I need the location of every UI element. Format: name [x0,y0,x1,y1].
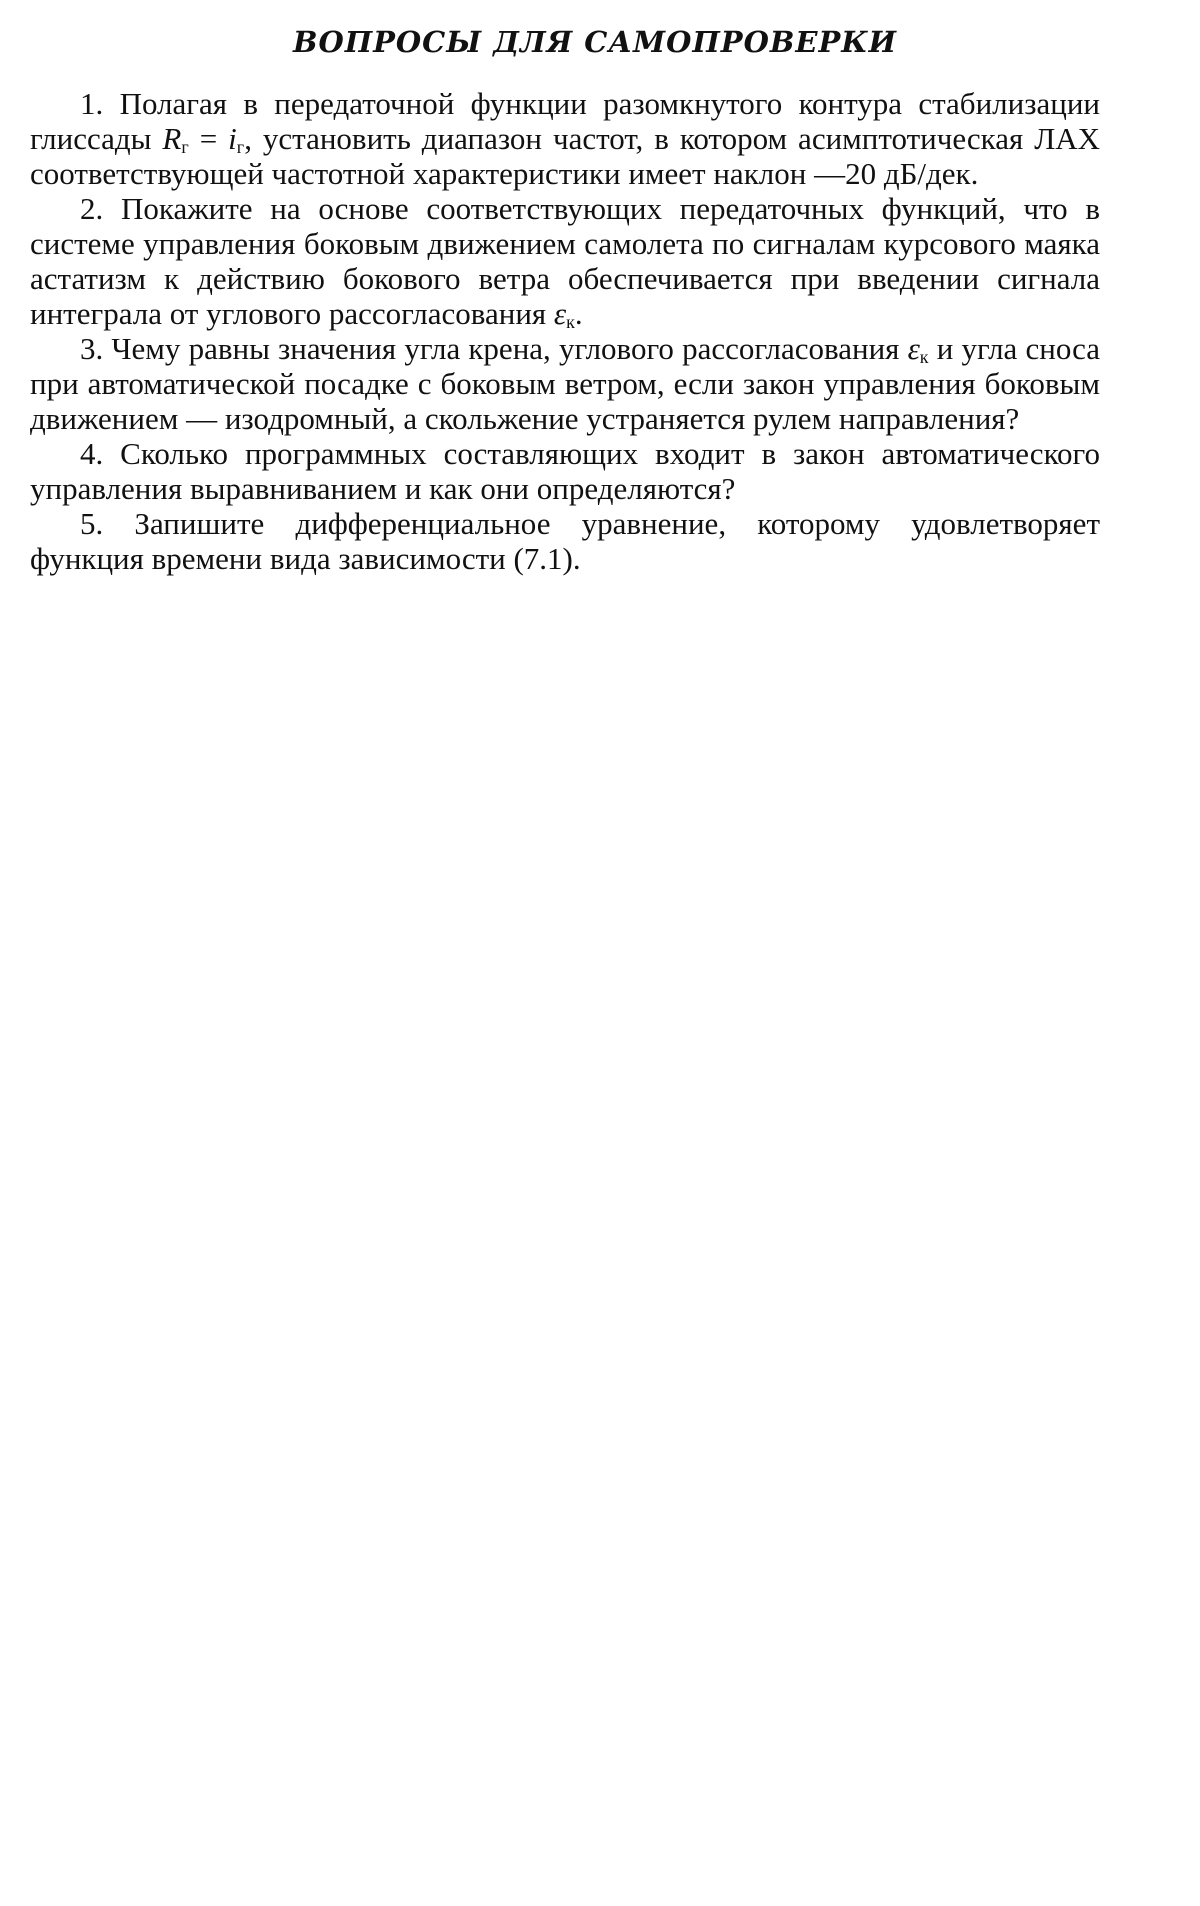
page-title: ВОПРОСЫ ДЛЯ САМОПРОВЕРКИ [292,25,898,59]
subscript-k: к [919,347,929,367]
question-2-text-a: 2. Покажите на основе соответствующих передаточных функций, что в системе управления боковым движением самолета по сигналам курсового маяка астатизм к действию бокового ветра обеспечивается при введении сигнала интеграла от углового рассогласования [30,191,1100,331]
question-4: 4. Сколько программных составляющих входит в закон автоматического управления выравниванием и как они определяются? [30,436,1100,506]
question-1-text-c: , установить диапазон частот, в котором асимптотическая ЛАХ соответствующей частотной характеристики имеет наклон —20 дБ/дек. [30,121,1100,191]
question-3-text-b: и угла сноса при автоматической посадке с боковым ветром, если закон управления боковым движением — изодромный, а скольжение устраняется рулем направления? [30,331,1100,436]
subscript-g: г [236,137,245,157]
question-3-text-a: 3. Чему равны значения угла крена, углового рассогласования [80,331,908,366]
question-2 [30,191,1100,331]
question-1-text-a: 1. Полагая в передаточной функции разомкнутого контура стабилизации глиссады [30,86,1100,156]
question-2-text-b: . [574,296,583,331]
symbol-i: i [228,121,237,156]
question-3 [30,331,1100,436]
subscript-g: г [181,137,189,157]
question-1 [30,86,1100,191]
equals-sign: = [188,121,229,156]
question-5: 5. Запишите дифференциальное уравнение, которому удовлетворяет функция времени вида зависимости (7.1). [30,506,1100,576]
document-page [30,18,1100,576]
symbol-R: R [162,121,182,156]
subscript-k: к [566,312,575,332]
symbol-epsilon: ε [553,296,567,331]
symbol-epsilon: ε [907,331,920,366]
